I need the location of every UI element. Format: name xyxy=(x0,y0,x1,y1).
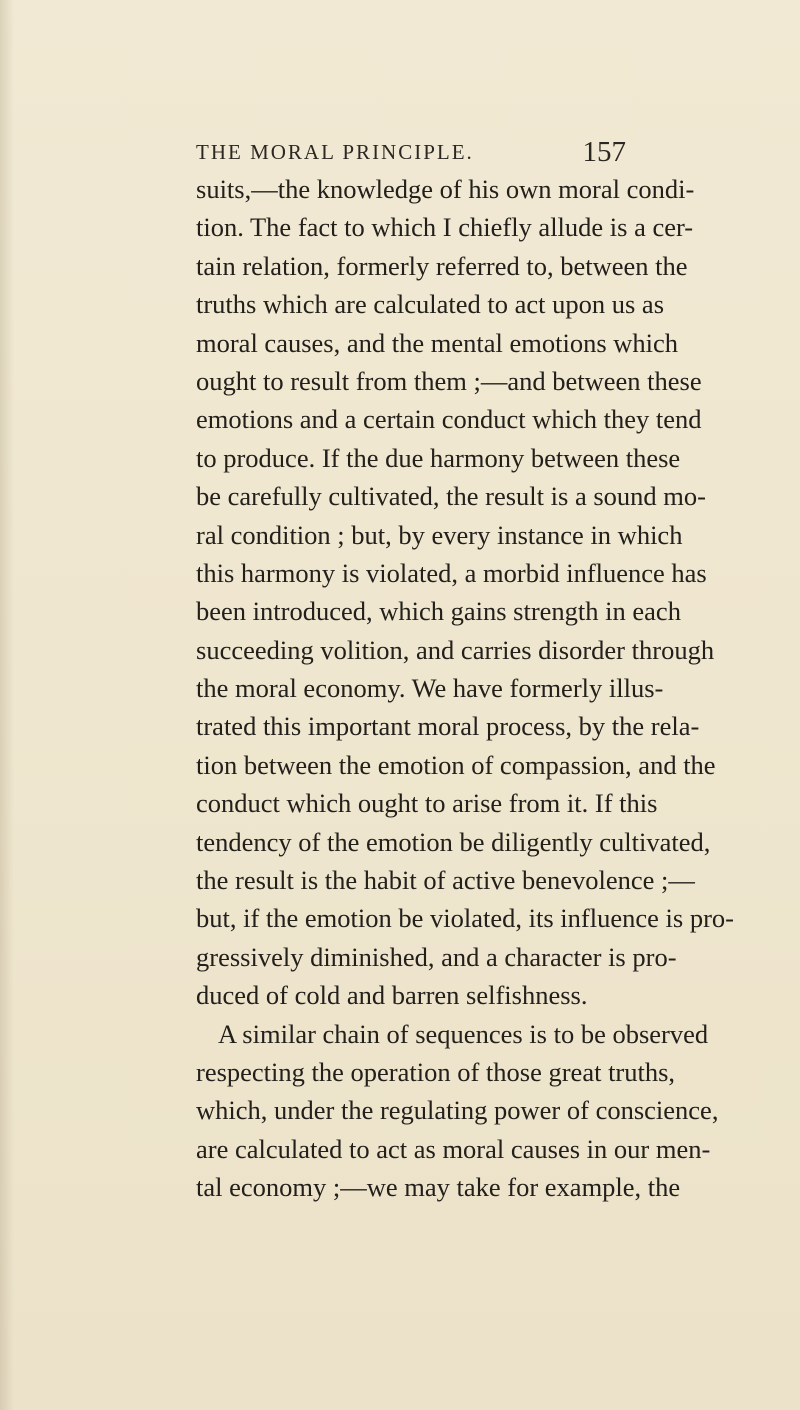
body-text xyxy=(196,170,734,1207)
running-head: THE MORAL PRINCIPLE. xyxy=(196,140,474,164)
text-line: tendency of the emotion be diligently cultivated, xyxy=(196,826,711,857)
text-line: are calculated to act as moral causes in our men- xyxy=(196,1133,711,1164)
text-line: ral condition ; but, by every instance in which xyxy=(196,519,683,550)
text-line: but, if the emotion be violated, its influence is pro- xyxy=(196,903,734,934)
text-line: ought to result from them ;—and between these xyxy=(196,365,702,396)
text-line: truths which are calculated to act upon us as xyxy=(196,289,665,320)
text-line: tion between the emotion of compassion, and the xyxy=(196,749,716,780)
text-line-paragraph-start: A similar chain of sequences is to be observed xyxy=(218,1018,709,1049)
text-line: emotions and a certain conduct which they tend xyxy=(196,404,702,435)
text-line: be carefully cultivated, the result is a sound mo- xyxy=(196,481,706,512)
text-line: this harmony is violated, a morbid influence has xyxy=(196,557,707,588)
page-number: 157 xyxy=(582,136,626,168)
text-line: moral causes, and the mental emotions which xyxy=(196,327,679,358)
text-line: gressively diminished, and a character is pro- xyxy=(196,941,677,972)
page-gutter-shadow xyxy=(0,0,14,1410)
text-line: succeeding volition, and carries disorder through xyxy=(196,634,715,665)
text-line: been introduced, which gains strength in each xyxy=(196,596,681,627)
text-line: tain relation, formerly referred to, between the xyxy=(196,250,688,281)
text-line: the moral economy. We have formerly illus- xyxy=(196,673,664,704)
text-line: conduct which ought to arise from it. If this xyxy=(196,788,658,819)
text-line: respecting the operation of those great truths, xyxy=(196,1056,676,1087)
text-line: suits,—the knowledge of his own moral condi- xyxy=(196,174,695,204)
text-line: to produce. If the due harmony between these xyxy=(196,442,681,473)
text-line: which, under the regulating power of conscience, xyxy=(196,1095,719,1126)
text-line-paragraph-end: duced of cold and barren selfishness. xyxy=(196,980,588,1011)
text-line: the result is the habit of active benevolence ;— xyxy=(196,865,695,896)
text-line: tion. The fact to which I chiefly allude is a cer- xyxy=(196,212,694,243)
text-line: tal economy ;—we may take for example, the xyxy=(196,1172,681,1203)
text-line: trated this important moral process, by the rela- xyxy=(196,711,700,742)
